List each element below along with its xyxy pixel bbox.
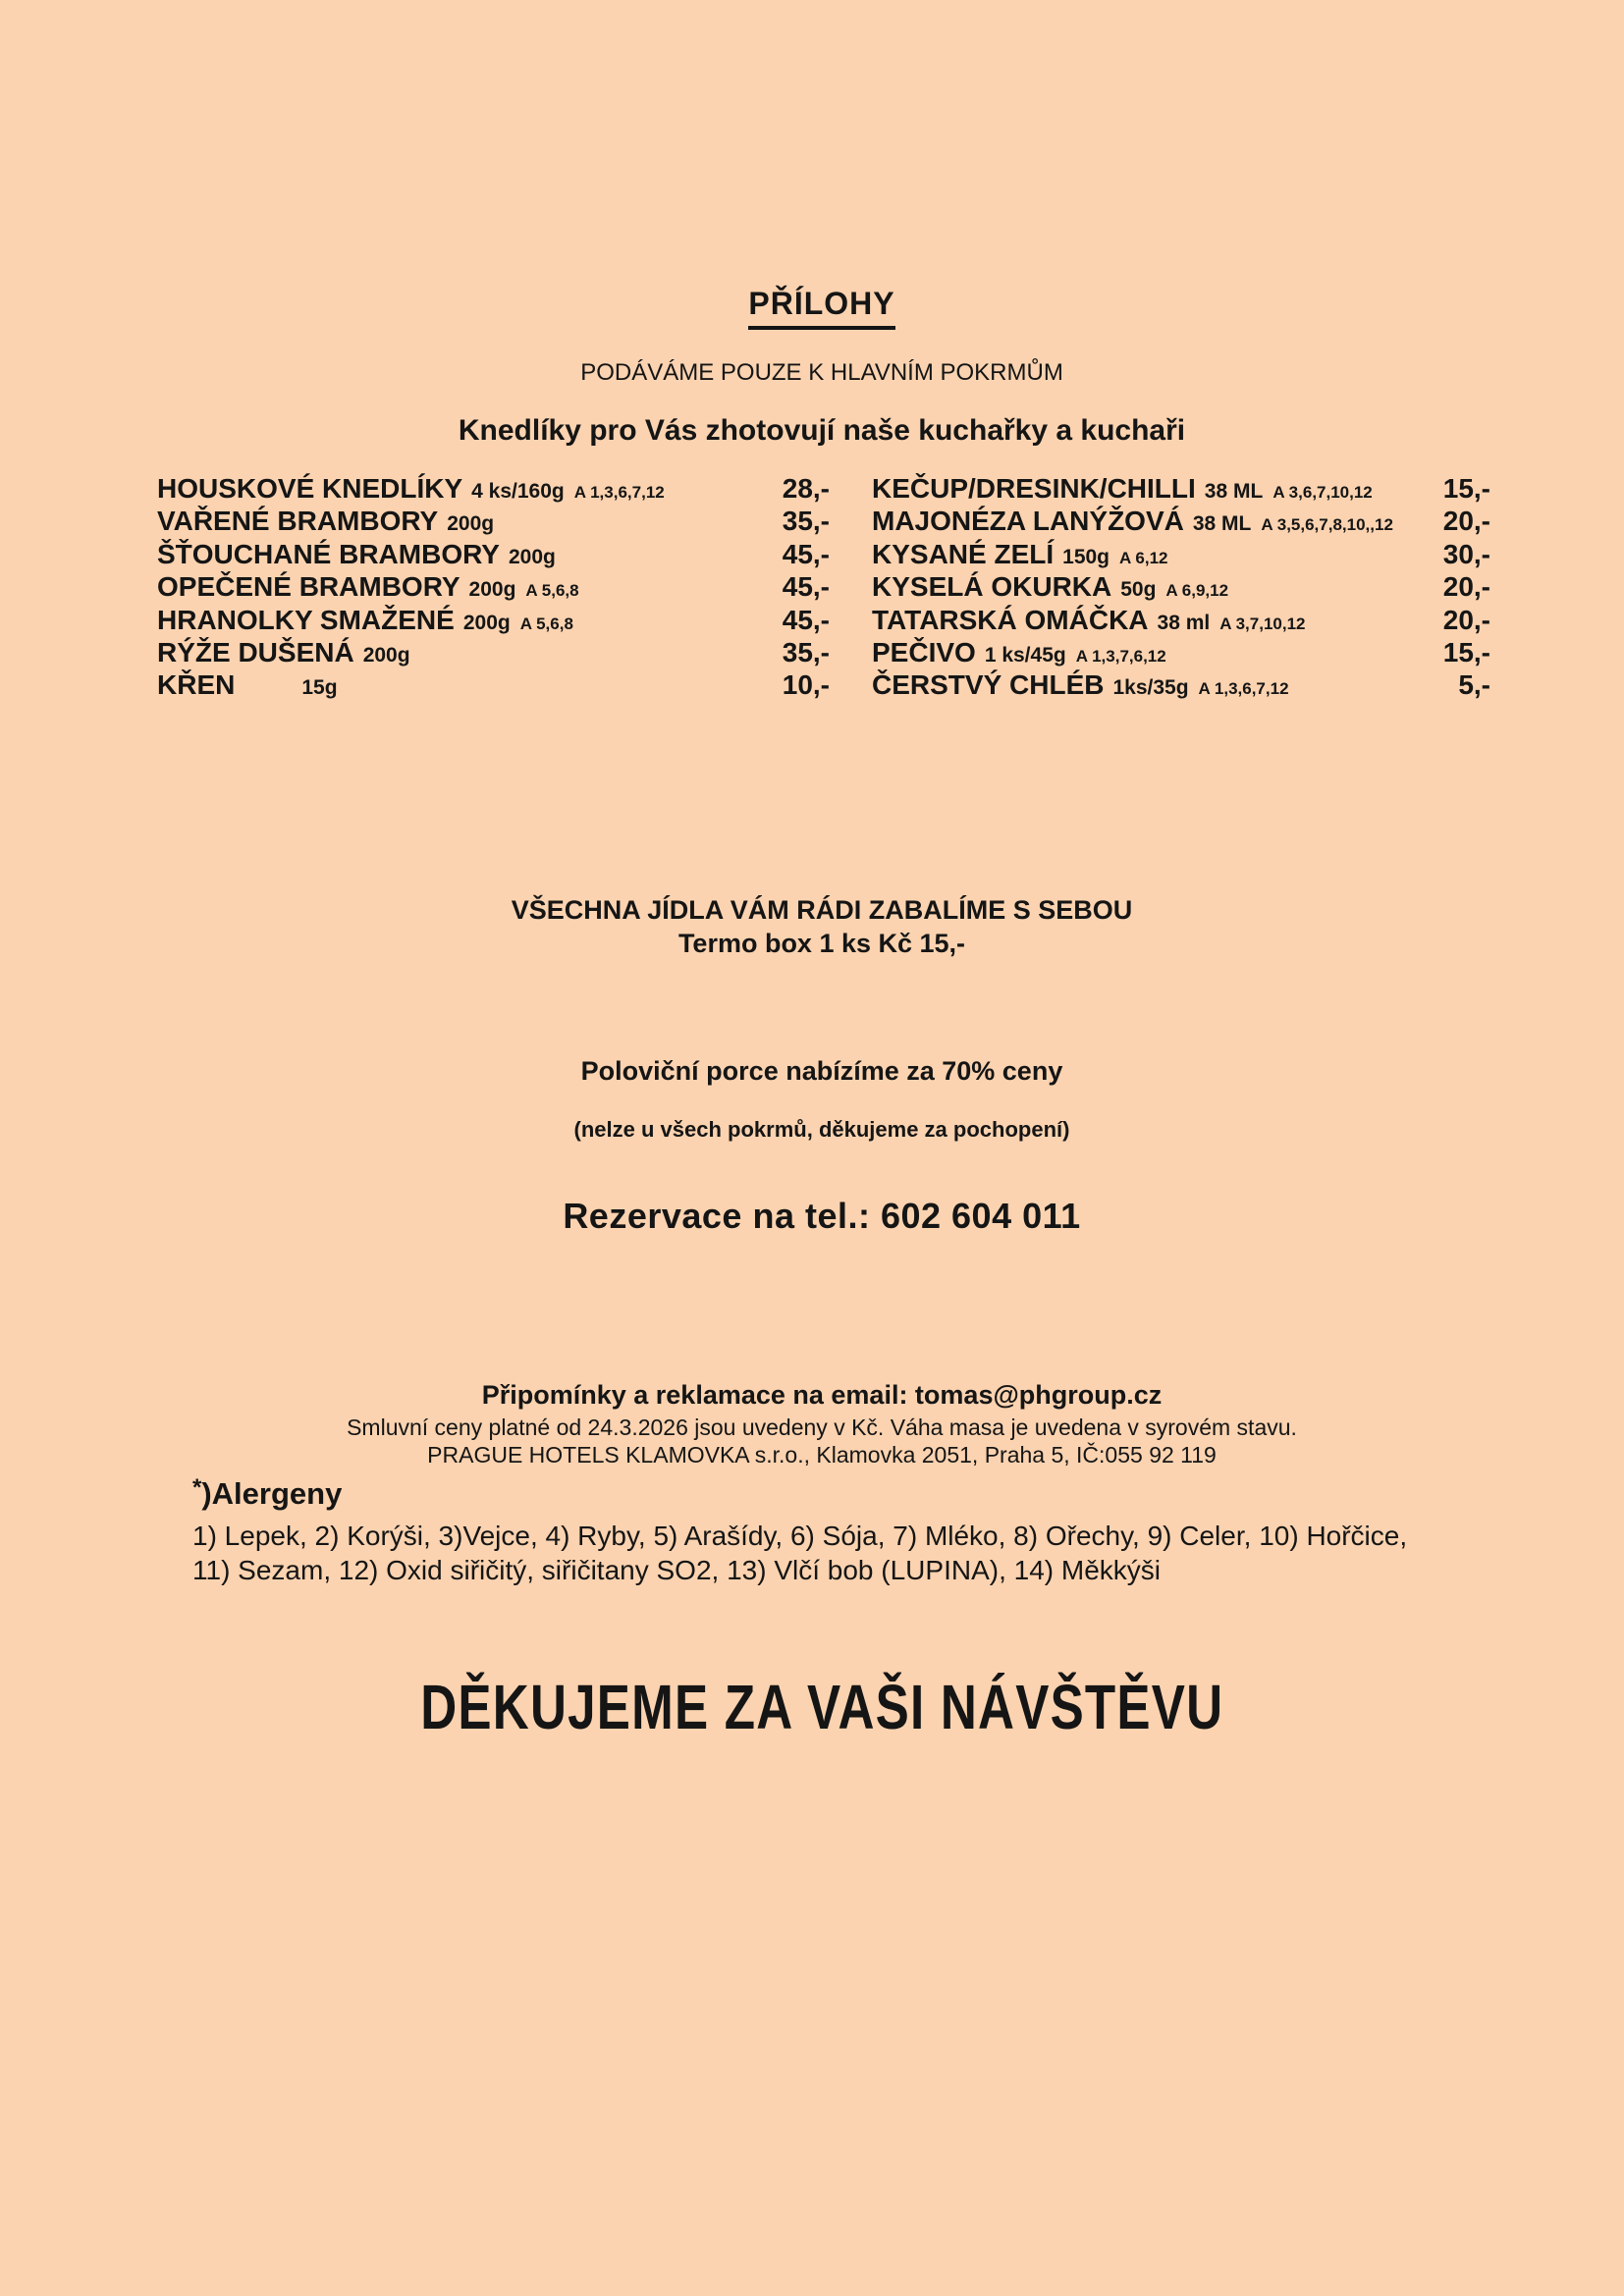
menu-item-name: HOUSKOVÉ KNEDLÍKY (157, 473, 463, 504)
menu-item-portion: 200g (468, 578, 516, 602)
menu-item-portion: 38 ML (1192, 512, 1252, 536)
allergens-list-line-2: 11) Sezam, 12) Oxid siřičitý, siřičitany SO2, 13) Vlčí bob (LUPINA), 14) Měkkýši (192, 1555, 1161, 1585)
menu-item-label (872, 505, 1393, 541)
menu-item-allergens: A 1,3,6,7,12 (573, 483, 665, 502)
menu-item-row (872, 604, 1490, 636)
menu-item-name: HRANOLKY SMAŽENÉ (157, 604, 455, 635)
menu-item-price: 10,- (782, 669, 830, 701)
menu-item-label (157, 472, 665, 508)
menu-item-label (157, 505, 494, 540)
menu-item-portion: 200g (362, 643, 410, 667)
menu-item-name: VAŘENÉ BRAMBORY (157, 506, 439, 537)
menu-item-label (157, 604, 573, 640)
menu-item-name: OPEČENÉ BRAMBORY (157, 571, 460, 603)
menu-item-row (157, 604, 830, 636)
menu-item-portion: 4 ks/160g (471, 480, 565, 503)
menu-item-name: TATARSKÁ OMÁČKA (872, 604, 1149, 635)
allergens-list-line-1: 1) Lepek, 2) Korýši, 3)Vejce, 4) Ryby, 5) Arašídy, 6) Sója, 7) Mléko, 8) Ořechy, 9) Celer, 10) Hořčice, (192, 1521, 1408, 1551)
menu-item-label (872, 538, 1167, 574)
menu-item-name: ČERSTVÝ CHLÉB (872, 669, 1105, 701)
page-title (20, 286, 1624, 330)
menu-item-price: 45,- (782, 604, 830, 635)
menu-item-row (157, 538, 830, 570)
feedback-email-line: Připomínky a reklamace na email: tomas@phgroup.cz (481, 1380, 1163, 1410)
menu-item-portion: 150g (1062, 545, 1110, 568)
menu-item-label (872, 668, 1289, 705)
menu-item-label (872, 472, 1373, 508)
menu-item-allergens: A 6,12 (1119, 548, 1168, 567)
menu-item-allergens: A 1,3,7,6,12 (1075, 646, 1166, 666)
page-title-text: PŘÍLOHY (748, 286, 894, 330)
thanks-banner (20, 1671, 1624, 1743)
menu-item-price: 35,- (782, 506, 830, 537)
menu-item-row (157, 472, 830, 505)
menu-item-price: 20,- (1442, 506, 1490, 537)
menu-item-label (157, 538, 556, 573)
menu-item-label (872, 604, 1306, 640)
menu-item-portion: 200g (462, 611, 511, 634)
takeaway-line-1: VŠECHNA JÍDLA VÁM RÁDI ZABALÍME S SEBOU (511, 895, 1133, 925)
menu-item-price: 20,- (1442, 571, 1490, 603)
page-subtitle: PODÁVÁME POUZE K HLAVNÍM POKRMŮM (580, 359, 1063, 386)
reservation-line: Rezervace na tel.: 602 604 011 (563, 1196, 1081, 1236)
menu-item-name: MAJONÉZA LANÝŽOVÁ (872, 506, 1184, 537)
menu-item-allergens: A 3,5,6,7,8,10,,12 (1261, 515, 1393, 535)
menu-item-price: 30,- (1442, 538, 1490, 569)
menu-item-portion: 50g (1120, 578, 1157, 602)
menu-item-portion: 15g (301, 676, 338, 700)
menu-item-portion: 200g (447, 512, 495, 536)
takeaway-line-2: Termo box 1 ks Kč 15,- (677, 929, 966, 958)
menu-item-row (157, 570, 830, 603)
menu-item-label (157, 570, 579, 607)
menu-item-portion: 38 ML (1204, 480, 1264, 503)
menu-item-row (157, 505, 830, 537)
menu-item-portion: 38 ml (1157, 611, 1211, 634)
menu (157, 472, 1490, 702)
asterisk-icon: * (192, 1474, 202, 1501)
menu-item-name: KEČUP/DRESINK/CHILLI (872, 473, 1196, 504)
menu-item-allergens: A 5,6,8 (525, 581, 579, 601)
allergens-heading (192, 1474, 342, 1512)
menu-item-allergens: A 6,9,12 (1165, 581, 1229, 601)
menu-item-price: 15,- (1442, 473, 1490, 504)
menu-item-allergens: A 3,6,7,10,12 (1272, 483, 1373, 502)
menu-item-label (157, 668, 338, 704)
menu-item-label (872, 636, 1166, 672)
menu-item-price: 45,- (782, 571, 830, 603)
half-portion-note: (nelze u všech pokrmů, děkujeme za pochopení) (573, 1117, 1070, 1142)
menu-item-price: 20,- (1442, 604, 1490, 635)
menu-column-left (157, 472, 830, 702)
menu-item-row (872, 636, 1490, 668)
menu-item-portion: 1ks/35g (1112, 676, 1189, 700)
menu-item-row (872, 538, 1490, 570)
pricing-note: Smluvní ceny platné od 24.3.2026 jsou uvedeny v Kč. Váha masa je uvedena v syrovém stavu. (347, 1415, 1297, 1440)
thanks-banner-text: DĚKUJEME ZA VAŠI NÁVŠTĚVU (419, 1672, 1224, 1742)
company-info: PRAGUE HOTELS KLAMOVKA s.r.o., Klamovka 2051, Praha 5, IČ:055 92 119 (427, 1442, 1217, 1468)
menu-item-row (872, 505, 1490, 537)
menu-item-portion: 1 ks/45g (984, 643, 1066, 667)
menu-item-price: 35,- (782, 636, 830, 667)
menu-item-price: 15,- (1442, 636, 1490, 667)
menu-item-row (157, 668, 830, 701)
menu-item-name: KYSELÁ OKURKA (872, 571, 1112, 603)
menu-item-allergens: A 3,7,10,12 (1219, 614, 1306, 633)
menu-item-name: RÝŽE DUŠENÁ (157, 636, 354, 667)
menu-item-price: 5,- (1458, 669, 1490, 701)
menu-item-name: KŘEN (157, 669, 236, 701)
menu-item-name: ŠŤOUCHANÉ BRAMBORY (157, 538, 500, 569)
menu-item-allergens: A 5,6,8 (519, 614, 573, 633)
menu-item-name: KYSANÉ ZELÍ (872, 538, 1055, 569)
menu-item-row (872, 570, 1490, 603)
menu-item-allergens: A 1,3,6,7,12 (1198, 679, 1289, 699)
menu-item-row (872, 668, 1490, 701)
tagline: Knedlíky pro Vás zhotovují naše kuchařky a kuchaři (458, 414, 1186, 447)
allergens-heading-text: )Alergeny (201, 1476, 343, 1511)
menu-item-portion: 200g (508, 545, 556, 568)
menu-item-name: PEČIVO (872, 636, 976, 667)
menu-column-right (872, 472, 1490, 702)
menu-item-row (872, 472, 1490, 505)
menu-item-label (157, 636, 410, 671)
half-portion-line: Poloviční porce nabízíme za 70% ceny (580, 1056, 1063, 1086)
menu-item-price: 28,- (782, 473, 830, 504)
menu-item-row (157, 636, 830, 668)
menu-item-label (872, 570, 1228, 607)
menu-item-price: 45,- (782, 538, 830, 569)
